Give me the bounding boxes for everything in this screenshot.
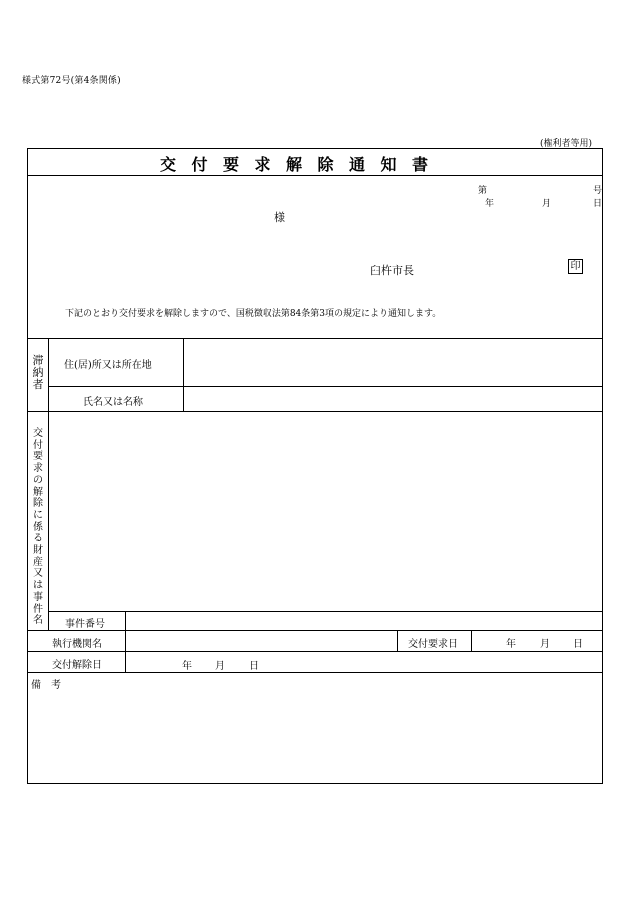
seal-mark: 印 [568,259,583,274]
address-label: 住(居)所又は所在地 [64,360,152,371]
notice-text: 下記のとおり交付要求を解除しますので、国税徴収法第84条第3項の規定により通知します。 [65,309,442,319]
issuer-title: 臼杵市長 [370,264,414,277]
label-column-line [125,611,126,672]
cancel-day-label: 日 [249,661,259,672]
form-frame [27,148,603,784]
cancellation-date-label: 交付解除日 [52,660,102,671]
delinquent-section-label: 滞納者 [32,354,44,391]
issue-day-label: 日 [593,199,603,209]
issue-year-label: 年 [485,199,495,209]
cancel-year-label: 年 [182,661,192,672]
request-month-label: 月 [540,639,550,650]
number-prefix: 第 [478,186,488,196]
cancel-divider [28,672,602,673]
issue-month-label: 月 [542,199,552,209]
form-number: 様式第72号(第4条関係) [22,76,121,86]
request-year-label: 年 [506,639,516,650]
delinquent-label-line [183,338,184,411]
request-date-left-line [397,630,398,651]
property-section-label: 交付要求の解除に係る財産又は事件名 [33,428,43,627]
case-number-label: 事件番号 [65,619,105,630]
delinquent-divider [28,411,602,412]
left-column-line [48,338,49,630]
agency-divider [28,651,602,652]
remarks-label: 備 考 [31,680,61,691]
addressee-honorific: 様 [274,211,285,224]
property-divider [48,611,602,612]
notice-divider [28,338,602,339]
case-divider [28,630,602,631]
document-title: 交付要求解除通知書 [160,155,444,174]
copy-type-label: (権利者等用) [540,139,593,149]
number-suffix: 号 [593,186,603,196]
request-date-label: 交付要求日 [408,639,458,650]
request-day-label: 日 [573,639,583,650]
address-divider [48,386,602,387]
request-date-right-line [471,630,472,651]
agency-label: 執行機関名 [52,639,102,650]
name-label: 氏名又は名称 [83,397,143,408]
cancel-month-label: 月 [215,661,225,672]
title-divider [28,175,602,176]
